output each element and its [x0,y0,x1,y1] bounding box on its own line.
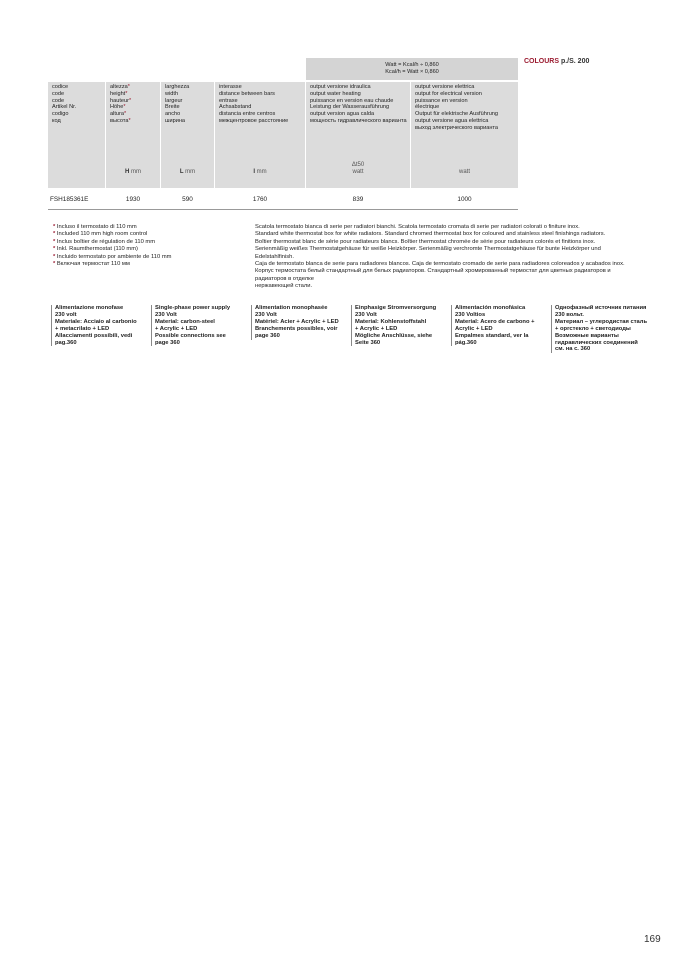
psu-line: Mögliche Anschlüsse, siehe [355,332,433,339]
psu-line: Empalmes standard, ver la [455,332,529,339]
psu-line: Seite 360 [355,339,381,346]
psu-line: Однофазный источник питания [555,305,647,311]
centres-label: Achsabstand [219,104,252,111]
psu-line: Alimentazione monofase [55,305,124,311]
width-label: width [165,90,179,97]
watt-conversion-header [306,58,518,80]
electric-label: Output für elektrische Ausführung [415,111,499,118]
description-line: Standard white thermostat box for white radiators. Standard chromed thermostat box for coloured and stainless steel finishings radiators. [255,231,606,238]
psu-line: Alimentation monophasée [255,305,328,311]
hydraulic-label: output version agua calda [310,111,375,118]
width-label: Breite [165,104,180,111]
electric-label: électrique [415,104,440,111]
hydraulic-label: Leistung der Wasserausführung [310,104,390,111]
code-label: код [52,117,61,124]
height-unit-text: mm [131,169,141,176]
power-supply-es [451,305,547,346]
electric-unit-text: watt [458,169,470,176]
star-marker: * [53,224,56,230]
note-line: Incluso il termostato di 110 mm [56,224,137,230]
psu-line: Acrylic + LED [455,325,493,332]
description-line: Scatola termostato bianca di serie per radiatori bianchi. Scatola termostato cromata di serie per radiatori colorati o finiture inox. [255,224,580,230]
width-label: larghezza [165,84,190,90]
psu-line: Possible connections see [155,332,226,339]
width-letter: L [179,169,184,176]
centres-label: distance between bars [219,90,275,97]
electric-label: puissance en version [415,97,468,104]
description-line: Edelstahlfinish. [255,253,294,260]
power-supply-de [351,305,447,346]
star-marker: * [123,104,126,111]
note-line: Included 110 mm high room control [56,231,148,238]
star-marker: * [53,261,56,268]
psu-line: page 360 [155,339,180,346]
width-unit-text: mm [185,169,196,176]
height-label: Höhe [110,104,124,111]
height-label: hauteur [110,97,129,104]
row-divider [48,209,518,210]
centres-label: межцентровое расстояние [219,117,289,124]
note-line: Incluido termostato por ambiente de 110 mm [56,253,172,260]
note-line: Включая термостат 110 мм [56,261,130,268]
page-number: 169 [644,934,661,945]
psu-line: Branchements possibles, voir [255,325,338,332]
psu-line: Material: carbon-steel [155,318,215,325]
product-height: 1930 [125,196,141,203]
code-label: codigo [52,111,69,118]
psu-line: Matériel: Acier + Acrylic + LED [255,318,339,325]
star-marker: * [125,90,128,97]
column-header-width [161,82,214,188]
psu-line: pag.360 [55,339,77,346]
psu-line: 230 volt [55,311,77,318]
psu-line: 230 вольт. [555,311,584,318]
psu-line: Allacciamenti possibili, vedi [55,332,133,339]
note-line: Inclus boîtier de régulation de 110 mm [56,238,156,245]
hydraulic-unit-text: watt [352,169,364,176]
psu-line: 230 Volt [355,311,377,318]
product-electric-output: 1000 [457,196,472,203]
description-line: Serienmäßig weißes Thermostatgehäuse für weiße Heizkörper. Serienmäßig verchromte Thermostatgehäuse für bunte Heizkörper und [255,246,601,253]
watt-conversion-line-2: Kcal/h = Watt × 0,860 [385,68,439,75]
hydraulic-label: мощность гидравлического варианта [310,117,407,124]
hydraulic-label: output water heating [310,90,361,97]
psu-line: + оргстекло + светодиоды [555,325,631,332]
code-label: code [52,90,65,97]
code-label: code [52,97,65,104]
product-hydraulic-output: 839 [352,196,364,203]
product-width: 590 [182,196,193,203]
psu-line: Einphasige Stromversorgung [355,305,437,311]
centres-label: distancia entre centros [219,111,276,118]
thermostat-notes [53,224,172,268]
electric-label: output versione agua elettrica [415,117,489,124]
height-unit [106,169,160,176]
centres-unit [215,169,305,176]
table-row [48,191,518,209]
height-label: высота [110,117,129,124]
height-label: height [110,90,126,97]
star-marker: * [53,253,56,260]
psu-line: см. на с. 360 [555,346,591,353]
product-centres: 1760 [252,196,268,203]
centres-unit-text: mm [256,169,267,176]
electric-label: выход электрического варианта [415,124,499,131]
star-marker: * [127,84,130,90]
electric-label: output for electrical version [415,90,482,97]
psu-line: 230 Volt [155,311,177,318]
product-code: FSH185361E [50,196,89,203]
psu-line: 230 Voltios [455,311,486,318]
description-line: Корпус термостата белый стандартный для белых радиаторов. Стандартный хромированный термостат для цветных радиаторов и радиаторов в отделке [255,268,611,282]
width-unit [161,169,214,176]
code-label: codice [52,84,69,90]
psu-line: + metacrilato + LED [55,325,110,332]
column-header-electric [411,82,518,188]
description-line: Boîtier thermostat blanc de série pour radiateurs blancs. Boîtier thermostat chromée de série pour radiateurs colorés et finitions inox. [255,238,596,245]
column-header-hydraulic [306,82,410,188]
psu-line: Alimentación monofásica [455,305,526,311]
psu-line: + Acrylic + LED [155,325,198,332]
psu-line: 230 Volt [255,311,277,318]
star-marker: * [53,231,56,238]
centres-label: interasse [219,84,242,90]
colours-reference[interactable] [524,58,589,65]
hydraulic-label: output versione idraulica [310,84,371,90]
centres-letter: I [253,169,255,176]
psu-line: Single-phase power supply [155,305,231,311]
code-label: Artikel Nr. [52,104,77,111]
hydraulic-unit [306,162,410,176]
thermostat-box-description [255,224,625,291]
star-marker: * [124,111,127,118]
note-line: Inkl. Raumthermostat (110 mm) [56,246,138,253]
description-line: Caja de termostato blanca de serie para radiadores blancos. Caja de termostato cromado de serie para radiadores coloreados y acabados inox. [255,261,625,268]
width-label: largeur [165,97,183,104]
psu-line: pág.360 [455,339,477,346]
psu-line: Material: Kohlenstoffstahl [355,318,427,325]
psu-line: Материал – углеродистая сталь [555,318,648,325]
colours-label: COLOURS [524,58,559,65]
height-letter: H [124,169,130,176]
power-supply-en [151,305,247,346]
description-line: нержавеющей стали. [255,283,313,290]
electric-unit [411,169,518,176]
star-marker: * [53,238,56,245]
electric-label: output versione elettrica [415,84,475,90]
psu-line: page 360 [255,332,280,339]
column-header-code [48,82,105,188]
psu-line: Возможные варианты [555,332,619,339]
column-header-height [106,82,160,188]
power-supply-it [51,305,147,346]
star-marker: * [53,246,56,253]
centres-label: entraxe [219,97,238,104]
psu-line: Material: Acero de carbono + [455,318,535,325]
psu-line: Materiale: Acciaio al carbonio [55,318,137,325]
psu-line: гидравлических соединений [555,339,638,346]
star-marker: * [128,97,132,104]
power-supply-fr [251,305,347,340]
psu-line: + Acrylic + LED [355,325,398,332]
height-label: altura [110,111,124,118]
width-label: ancho [165,111,181,118]
width-label: ширина [165,117,186,124]
column-header-centres [215,82,305,188]
hydraulic-delta-t: Δt50 [351,162,365,169]
star-marker: * [128,117,131,124]
power-supply-ru [551,305,651,353]
colours-page-ref: p./S. 200 [560,58,590,65]
watt-conversion-line-1: Watt = Kcal/h ÷ 0,860 [385,62,439,68]
hydraulic-label: puissance en version eau chaude [310,97,394,104]
height-label: altezza [110,84,128,90]
